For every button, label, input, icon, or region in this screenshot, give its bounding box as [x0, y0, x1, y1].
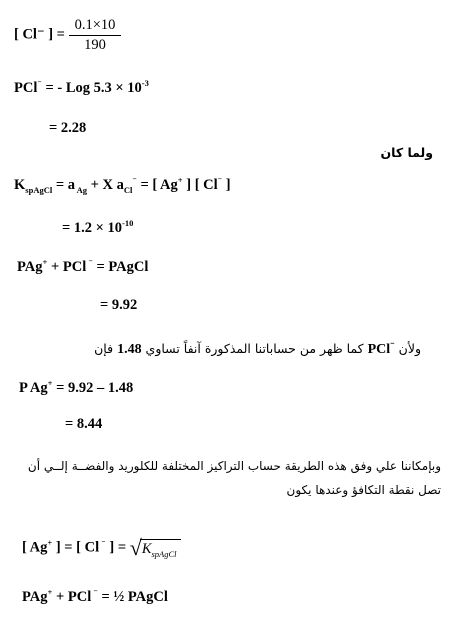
ar2-pre: ولأن: [394, 341, 421, 356]
pagcl-value: [100, 298, 137, 313]
eq5-text: = 1.2 × 10: [62, 220, 123, 236]
ar2-pcl-sup: ⁻: [390, 339, 395, 350]
eq6-c: = PAgCl: [92, 259, 149, 275]
ksp-value: [62, 218, 134, 236]
eq4-acl-sup: ⁻: [132, 175, 137, 186]
eq11-b: + PCl: [52, 589, 92, 605]
eq2-exponent: -3: [141, 78, 149, 89]
pcl-log-equation: [14, 78, 149, 96]
eq10-b-sup: ⁻: [99, 537, 106, 548]
eq2-lhs: PCl: [14, 80, 38, 96]
eq4-a-sub: Ag: [74, 184, 88, 195]
ar3-line1: وبإمكاننا علي وفق هذه الطريقة حساب التراكيز المختلفة للكلوريد والفضــة إلــي أن: [27, 459, 441, 473]
square-root-symbol: $√K_{spAgCl}$: [130, 537, 181, 559]
arabic-text-because-pcl: [94, 339, 421, 357]
arabic-paragraph-line1: [28, 460, 441, 472]
eq6-b-sup: ⁻: [86, 257, 93, 268]
ar1-text: ولما كان: [380, 145, 433, 160]
pag-value: [65, 417, 102, 432]
eq11-b-sup: ⁻: [91, 587, 98, 598]
ar3-line2: تصل نقطة التكافؤ وعندها يكون: [286, 483, 441, 497]
eq11-c: = ½ PAgCl: [97, 589, 168, 605]
eq1-fraction: [69, 18, 122, 52]
eq10-b: ] = [ Cl: [52, 539, 100, 556]
ar2-mid: كما ظهر من حساباتنا المذكورة آنفاً تساوي: [141, 341, 368, 356]
eq2-lhs-sup: ⁻: [37, 78, 42, 89]
eq8-rest: = 9.92 – 1.48: [52, 380, 134, 396]
eq3-text: = 2.28: [49, 120, 87, 136]
eq4-plus: + X a: [87, 177, 124, 193]
eq4-rhs1: = [ Ag: [136, 177, 178, 193]
eq11-a: PAg: [22, 589, 48, 605]
eq9-text: = 8.44: [65, 416, 103, 432]
ar2-pcl: PCl: [367, 342, 391, 357]
eq6-a: PAg: [17, 259, 43, 275]
pag-pcl-sum-equation: [17, 257, 149, 275]
eq1-lhs: [ Cl⁻ ] =: [14, 26, 65, 43]
eq6-b: + PCl: [47, 259, 87, 275]
ar2-value: 1.48: [117, 342, 142, 357]
eq1-denominator: 190: [84, 36, 106, 53]
eq10-c: ] =: [105, 539, 130, 556]
eq4-k-sub: spAgCl: [25, 184, 53, 195]
eq6-a-sup: +: [42, 257, 48, 268]
half-pagcl-equation: [22, 587, 168, 605]
eq4-k: K: [14, 177, 26, 193]
eq4-acl-sub: Cl: [123, 184, 133, 195]
eq8-a: P Ag: [19, 380, 48, 396]
eq4-rhs2: ] [ Cl: [182, 177, 218, 193]
arabic-paragraph-line2: [287, 484, 441, 496]
eq5-exponent: -10: [122, 218, 134, 229]
chloride-concentration-equation: [14, 18, 121, 52]
arabic-text-since: [380, 147, 433, 160]
eq7-text: = 9.92: [100, 297, 138, 313]
eq4-ag-sup: +: [177, 175, 183, 186]
eq2-mid: = - Log 5.3 × 10: [41, 80, 142, 96]
eq4-rhs3: ]: [222, 177, 231, 193]
eq11-a-sup: +: [47, 587, 53, 598]
equivalence-point-equation: [22, 537, 181, 559]
ar2-post: فإن: [94, 341, 118, 356]
ksp-definition-equation: [14, 175, 231, 195]
pag-difference-equation: [19, 378, 134, 396]
eq10-k-sub: spAgCl: [151, 549, 177, 560]
eq4-cl-sup: ⁻: [217, 175, 223, 186]
eq8-a-sup: +: [47, 378, 53, 389]
pcl-value: [49, 121, 86, 136]
eq1-numerator: 0.1×10: [69, 18, 122, 36]
eq10-k: K: [141, 541, 152, 558]
eq10-a: [ Ag: [22, 539, 48, 556]
eq10-a-sup: +: [47, 537, 53, 548]
eq4-eq: = a: [52, 177, 75, 193]
